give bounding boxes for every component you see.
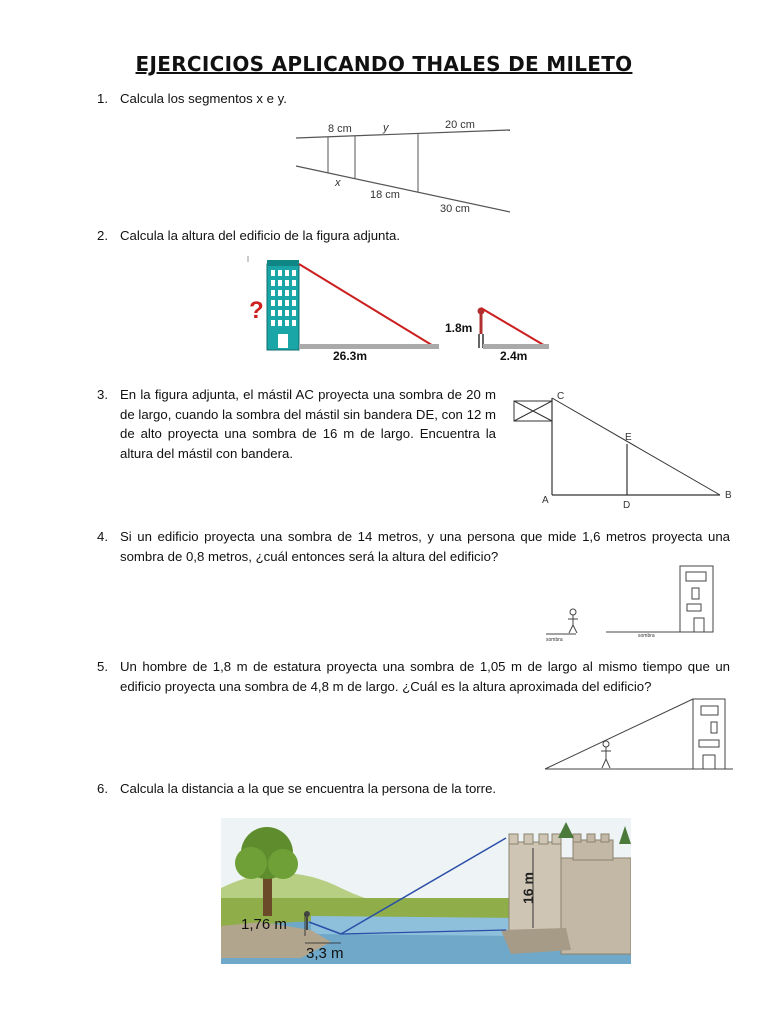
exercise-number: 6. xyxy=(97,781,108,796)
point-b: B xyxy=(725,490,732,501)
question-mark-icon: ? xyxy=(249,297,264,324)
person-icon xyxy=(570,609,576,615)
label-30cm: 30 cm xyxy=(440,203,470,215)
label-shadow-person: 2.4m xyxy=(500,349,528,363)
label-y: y xyxy=(383,122,389,134)
point-a: A xyxy=(542,495,549,506)
exercise-text: En la figura adjunta, el mástil AC proyecta una sombra de 20 m de largo, cuando la sombra del mástil sin bandera DE, con 12 m de alto proyecta una sombra de 16 m de largo. Encuentra la altura del mástil con bandera. xyxy=(120,387,496,461)
exercise-number: 3. xyxy=(97,387,108,402)
point-e: E xyxy=(625,432,632,443)
label-tower-height: 16 m xyxy=(520,872,536,904)
exercise-number: 5. xyxy=(97,659,108,674)
exercise-text: Calcula la distancia a la que se encuentra la persona de la torre. xyxy=(120,781,497,796)
label-person-height: 1,76 m xyxy=(241,916,287,933)
exercise-text: Un hombre de 1,8 m de estatura proyecta una sombra de 1,05 m de largo al mismo tiempo que un edificio proyecta una sombra de 4,8 m de largo. ¿Cuál es la altura aproximada del edificio? xyxy=(120,659,730,694)
figure-person-building xyxy=(540,562,720,642)
exercise-text: Calcula los segmentos x e y. xyxy=(120,91,287,106)
figure-man-building xyxy=(543,694,738,774)
page-title: EJERCICIOS APLICANDO THALES DE MILETO xyxy=(135,52,633,76)
label-person-height: 1.8m xyxy=(445,321,473,335)
figure-tower-river xyxy=(221,818,631,964)
point-d: D xyxy=(623,500,631,510)
label-x: x xyxy=(335,177,341,189)
label-shadow-building: 26.3m xyxy=(333,349,368,363)
exercise-number: 4. xyxy=(97,529,108,544)
figure-building-shadow xyxy=(245,252,555,364)
exercise-number: 2. xyxy=(97,228,108,243)
exercise-text: Si un edificio proyecta una sombra de 14 metros, y una persona que mide 1,6 metros proyecta una sombra de 0,8 metros, ¿cuál entonces será la altura del edificio? xyxy=(120,529,730,564)
person-icon xyxy=(603,741,609,747)
label-8cm: 8 cm xyxy=(328,123,352,135)
figure-thales-segments xyxy=(290,114,515,216)
exercise-number: 1. xyxy=(97,91,108,106)
label-18cm: 18 cm xyxy=(370,189,400,201)
label-distance: 3,3 m xyxy=(306,945,344,962)
label-sombra-building: sombra xyxy=(638,633,655,639)
figure-mast xyxy=(510,386,745,510)
building-icon xyxy=(693,699,725,769)
label-sombra-person: sombra xyxy=(546,637,563,642)
label-20cm: 20 cm xyxy=(445,119,475,131)
exercise-text: Calcula la altura del edificio de la figura adjunta. xyxy=(120,228,401,243)
point-c: C xyxy=(557,391,565,402)
